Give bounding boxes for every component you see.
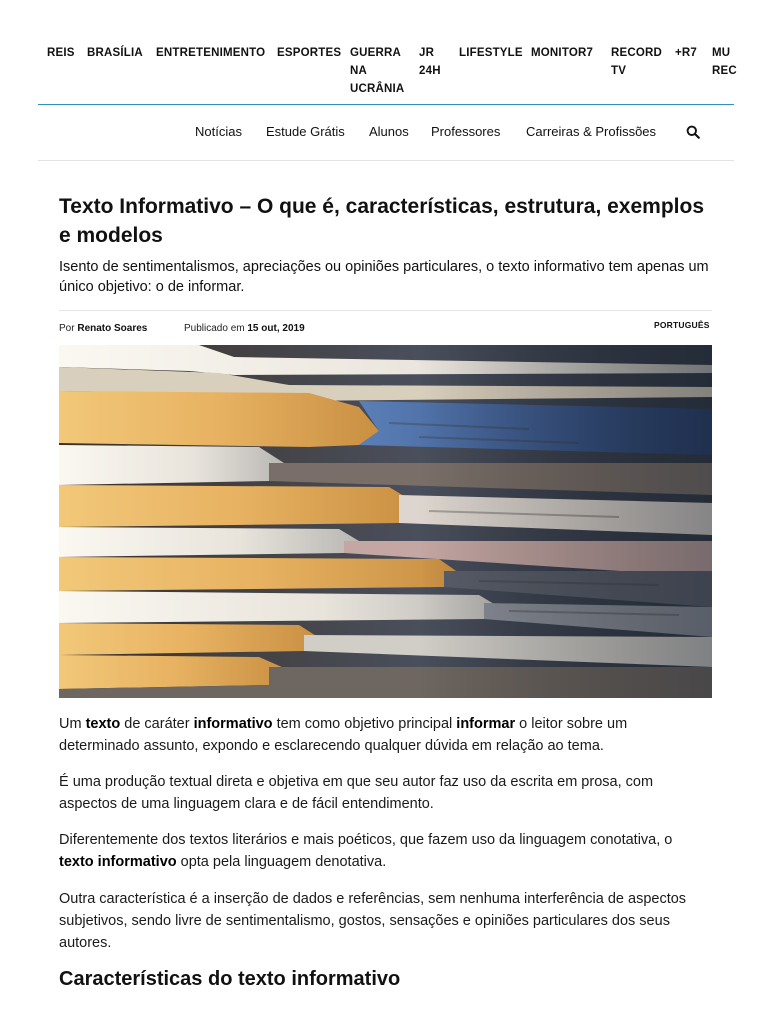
paragraph-3 xyxy=(59,829,711,873)
sub-nav-professores[interactable]: Professores xyxy=(431,124,501,139)
nav-item-brasilia[interactable]: BRASÍLIA xyxy=(87,47,143,59)
nav-item-r7[interactable]: +R7 xyxy=(675,47,698,59)
top-nav xyxy=(38,0,737,105)
nav-item-monitor7[interactable]: MONITOR7 xyxy=(531,47,594,59)
search-icon[interactable] xyxy=(686,125,700,139)
text-run: Um xyxy=(59,716,86,732)
sub-nav xyxy=(38,106,734,161)
text-run: tem como objetivo principal xyxy=(272,716,457,732)
sub-nav-carreiras[interactable]: Carreiras & Profissões xyxy=(526,124,657,139)
nav-item-entretenimento[interactable]: ENTRETENIMENTO xyxy=(156,47,266,59)
paragraph-2 xyxy=(59,771,711,815)
published-date: 15 out, 2019 xyxy=(247,323,305,334)
article-subtitle: Isento de sentimentalismos, apreciações ou opiniões particulares, o texto informativo tem apenas um único objetivo: o de informar. xyxy=(59,259,709,295)
nav-item-lifestyle[interactable]: LIFESTYLE xyxy=(459,47,523,59)
bold-run: informativo xyxy=(193,716,273,732)
text-run: É uma produção textual direta e objetiva em que seu autor faz uso da escrita em prosa, com aspectos de uma linguagem clara e de fácil entendimento. xyxy=(59,774,654,812)
nav-item-guerra-na-ucrania[interactable]: GUERRA NA UCRÂNIA xyxy=(350,47,405,95)
section-heading: Características do texto informativo xyxy=(59,968,401,990)
article-title: Texto Informativo – O que é, características, estrutura, exemplos e modelos xyxy=(59,195,705,247)
text-run: Outra característica é a inserção de dados e referências, sem nenhuma interferência de aspectos subjetivos, sendo livre de sentimentalismo, gostos, sensações e opiniões particulares dos seus autores. xyxy=(59,891,687,951)
bold-run: texto informativo xyxy=(59,854,177,870)
sub-nav-estude-gratis[interactable]: Estude Grátis xyxy=(266,124,345,139)
sub-nav-alunos[interactable]: Alunos xyxy=(369,124,409,139)
text-run: de caráter xyxy=(120,716,194,732)
nav-item-record-tv[interactable]: RECORD TV xyxy=(611,47,663,77)
nav-item-more[interactable]: MU REC xyxy=(712,47,737,77)
published-prefix: Publicado em xyxy=(184,323,245,334)
nav-item-esportes[interactable]: ESPORTES xyxy=(277,47,342,59)
header-divider xyxy=(59,310,712,311)
published-line xyxy=(184,323,305,334)
hero-image-newspapers xyxy=(59,345,712,698)
nav-item-jr-24h[interactable]: JR 24H xyxy=(419,47,441,77)
text-run: o leitor sobre um determinado assunto, expondo e esclarecendo qualquer dúvida em relação ao tema. xyxy=(59,716,628,754)
paragraph-4 xyxy=(59,888,711,954)
text-run: Diferentemente dos textos literários e mais poéticos, que fazem uso da linguagem conotativa, o xyxy=(59,832,673,848)
bold-run: texto xyxy=(85,716,121,732)
author-line xyxy=(59,323,147,334)
sub-nav-noticias[interactable]: Notícias xyxy=(195,124,242,139)
category-tag[interactable]: PORTUGUÊS xyxy=(654,320,710,330)
bold-run: informar xyxy=(456,716,516,732)
author-name[interactable]: Renato Soares xyxy=(77,323,148,334)
paragraph-1 xyxy=(59,713,711,757)
nav-item-reis[interactable]: REIS xyxy=(47,47,75,59)
text-run: opta pela linguagem denotativa. xyxy=(176,854,387,870)
author-prefix: Por xyxy=(59,323,75,334)
